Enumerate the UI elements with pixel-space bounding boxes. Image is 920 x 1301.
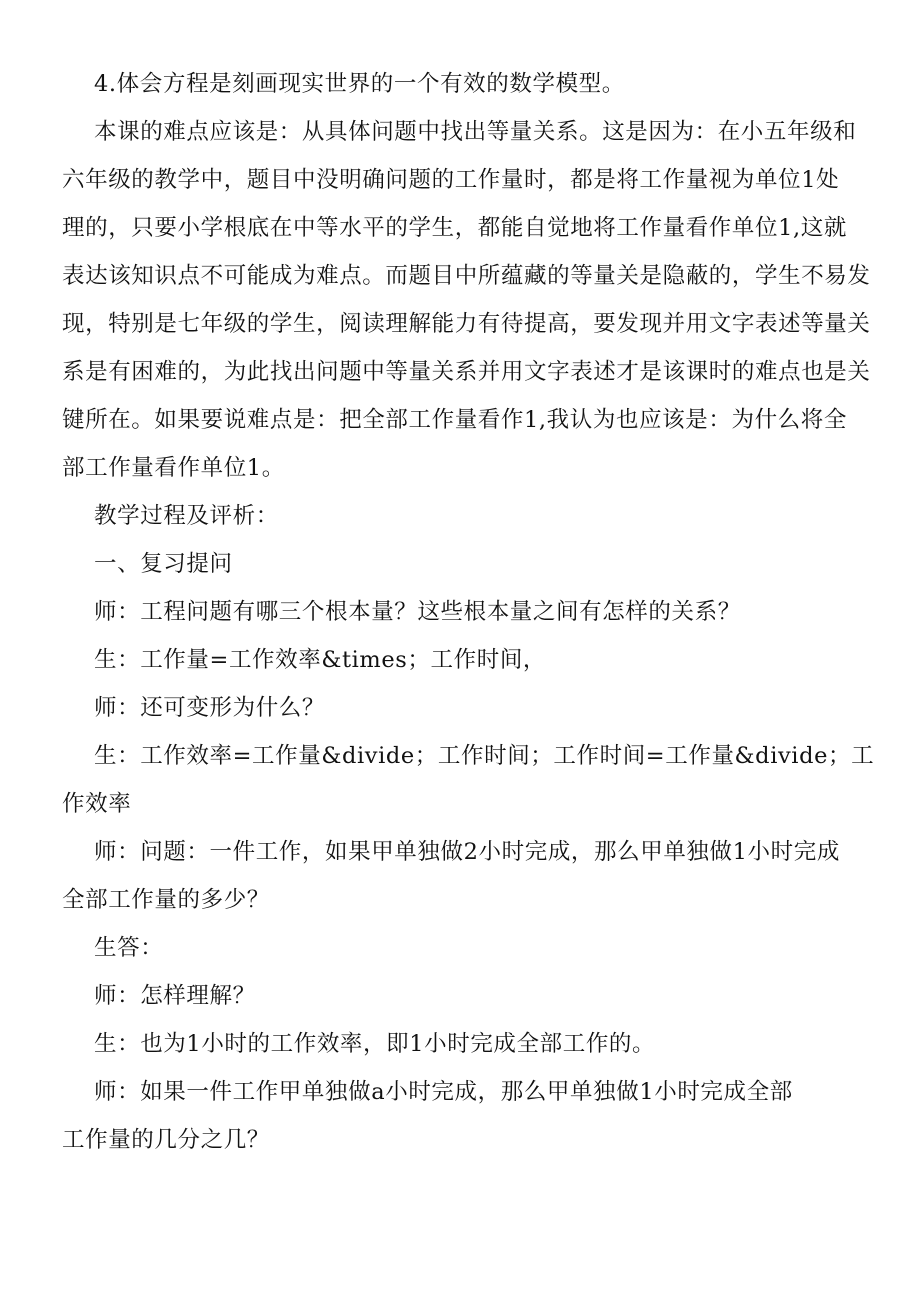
text-line: 部工作量看作单位1。 [62, 455, 285, 481]
text-line: 作效率 [62, 791, 132, 817]
text-line: 一、复习提问 [94, 551, 233, 577]
text-line: 生：工作量=工作效率&times；工作时间， [94, 647, 547, 673]
text-line: 4.体会方程是刻画现实世界的一个有效的数学模型。 [94, 71, 625, 97]
paragraph-process-heading [62, 492, 862, 540]
paragraph-teacher-4 [62, 972, 862, 1020]
text-line: 现，特别是七年级的学生，阅读理解能力有待提高，要发现并用文字表述等量关 [62, 311, 871, 337]
text-line: 工作量的几分之几？ [62, 1127, 270, 1153]
text-line: 教学过程及评析： [94, 503, 279, 529]
paragraph-student-2 [62, 732, 875, 828]
text-line: 师：还可变形为什么？ [94, 695, 326, 721]
paragraph-student-4 [62, 1020, 862, 1068]
text-line: 理的，只要小学根底在中等水平的学生，都能自觉地将工作量看作单位1,这就 [62, 215, 847, 241]
paragraph-student-3 [62, 924, 862, 972]
text-line: 键所在。如果要说难点是：把全部工作量看作1,我认为也应该是：为什么将全 [62, 407, 847, 433]
text-line: 系是有困难的，为此找出问题中等量关系并用文字表述才是该课时的难点也是关 [62, 359, 871, 385]
text-line: 师：工程问题有哪三个根本量？这些根本量之间有怎样的关系？ [94, 599, 741, 625]
text-line: 师：怎样理解？ [94, 983, 256, 1009]
document-page [62, 60, 875, 1164]
text-line: 生：也为1小时的工作效率，即1小时完成全部工作的。 [94, 1031, 656, 1057]
text-line: 全部工作量的多少？ [62, 887, 270, 913]
paragraph-teacher-1 [62, 588, 862, 636]
text-line: 师：如果一件工作甲单独做a小时完成，那么甲单独做1小时完成全部 [94, 1079, 793, 1105]
paragraph-teacher-2 [62, 684, 862, 732]
paragraph-section-1 [62, 540, 862, 588]
text-line: 六年级的教学中，题目中没明确问题的工作量时，都是将工作量视为单位1处 [62, 167, 840, 193]
paragraph-teacher-3 [62, 828, 862, 924]
paragraph-student-1 [62, 636, 862, 684]
text-line: 表达该知识点不可能成为难点。而题目中所蕴藏的等量关是隐蔽的，学生不易发 [62, 263, 871, 289]
text-line: 师：问题：一件工作，如果甲单独做2小时完成，那么甲单独做1小时完成 [94, 839, 840, 865]
paragraph-difficulty [62, 108, 871, 492]
text-line: 生：工作效率=工作量&divide；工作时间；工作时间=工作量&divide；工 [94, 743, 875, 769]
text-line: 生答： [94, 935, 164, 961]
paragraph-teacher-5 [62, 1068, 862, 1164]
paragraph-goal-4 [62, 60, 862, 108]
text-line: 本课的难点应该是：从具体问题中找出等量关系。这是因为：在小五年级和 [94, 119, 857, 145]
